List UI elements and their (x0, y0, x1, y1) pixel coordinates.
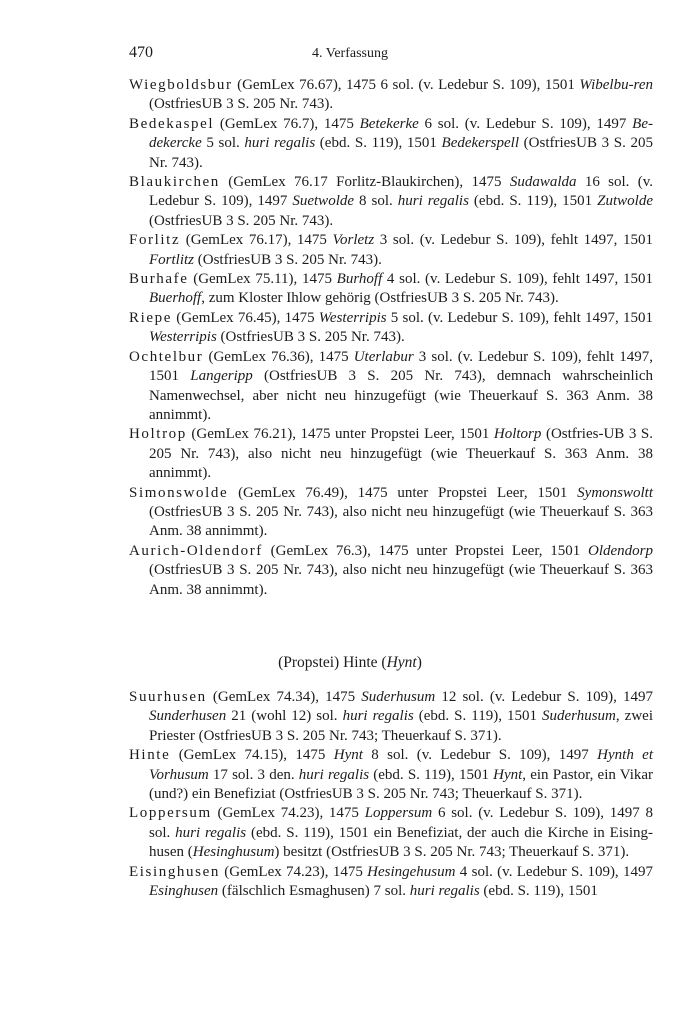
italic-term: Hynth et Vorhusum (149, 747, 654, 783)
entry-text: (Ostfries-UB 3 S. 205 Nr. 743), also nicht neu hinzugefügt (wie Theuerkauf S. 363 Anm. 38 annimmt). (149, 426, 653, 482)
entry-text: (ebd. S. 119), 1501 (315, 135, 442, 152)
italic-term: Suetwolde (292, 193, 355, 210)
italic-term: Holtorp (493, 426, 542, 443)
entry (129, 309, 653, 348)
entry-text: 5 sol. (v. Ledebur S. 109), fehlt 1497, 1501 (386, 309, 654, 326)
entry (129, 746, 653, 804)
entry-text: (ebd. S. 119), 1501 ein Benefiziat, der auch die Kirche in Eising-husen ( (149, 824, 653, 861)
section-heading (0, 654, 700, 672)
italic-term: Vorletz (332, 232, 375, 249)
place-name: Bedekaspel (129, 115, 215, 132)
entry-list-top (129, 76, 653, 600)
entry (129, 270, 653, 309)
entry-text: 6 sol. (v. Ledebur S. 109), 1497 8 sol. (149, 805, 653, 841)
place-name: Wiegboldsbur (129, 77, 233, 93)
italic-term: Symonswoltt (577, 484, 653, 501)
entry-text: , zum Kloster Ihlow gehörig (OstfriesUB 3 S. 205 Nr. 743). (201, 290, 559, 307)
place-name: Riepe (129, 309, 172, 326)
place-name: Eisinghusen (129, 863, 220, 880)
entry-text: (GemLex 76.21), 1475 unter Propstei Leer, 1501 (186, 426, 494, 443)
entry-text: (GemLex 76.17), 1475 (180, 232, 333, 249)
entry-text: (OstfriesUB 3 S. 205 Nr. 743). (149, 96, 334, 113)
entry-text: 8 sol. (354, 193, 398, 210)
entry-text: 21 (wohl 12) sol. (226, 708, 343, 725)
entry (129, 688, 653, 746)
entry-text: ) besitzt (OstfriesUB 3 S. 205 Nr. 743; Theuerkauf S. 371). (274, 844, 630, 861)
place-name: Ochtelbur (129, 348, 204, 365)
entry-text: 3 sol. (v. Ledebur S. 109), fehlt 1497, 1501 (149, 348, 654, 385)
entry (129, 542, 653, 600)
italic-term: Bedekerspell (441, 135, 520, 152)
italic-term: Zutwolde (597, 193, 653, 210)
entry-text: , zwei Priester (OstfriesUB 3 S. 205 Nr. 743; Theuerkauf S. 371). (149, 708, 653, 744)
italic-term: Loppersum (364, 805, 433, 822)
entry (129, 173, 653, 231)
entry-text: 4 sol. (v. Ledebur S. 109), 1497 (455, 863, 653, 880)
entry-text: (GemLex 76.36), 1475 (203, 348, 354, 365)
place-name: Blaukirchen (129, 174, 220, 191)
italic-term: Wibelbu-ren (579, 77, 653, 93)
entry-text: (GemLex 75.11), 1475 (188, 271, 337, 288)
entry-text: 5 sol. (201, 135, 245, 152)
place-name: Hinte (129, 747, 171, 764)
italic-term: Hesinghusum (192, 844, 275, 861)
section-heading-pre: (Propstei) Hinte ( (278, 654, 387, 671)
entry-text: , ein Pastor, ein Vikar (und?) ein Benefiziat (OstfriesUB 3 S. 205 Nr. 743; Theuerkauf S. 371). (149, 766, 654, 803)
italic-term: Buerhoff (149, 290, 202, 307)
italic-term: Fortlitz (149, 251, 195, 268)
entry-text: (GemLex 76.49), 1475 unter Propstei Leer, 1501 (228, 484, 578, 501)
entry-text: (OstfriesUB 3 S. 205 Nr. 743). (149, 212, 334, 229)
place-name: Burhafe (129, 271, 189, 288)
place-name: Holtrop (129, 426, 187, 443)
italic-term: Esinghusen (149, 883, 219, 900)
italic-term: Suderhusum (542, 708, 616, 725)
entry-text: (GemLex 76.67), 1475 6 sol. (v. Ledebur S. 109), 1501 (232, 77, 580, 93)
entry-text: 8 sol. (v. Ledebur S. 109), 1497 (362, 747, 598, 764)
place-name: Forlitz (129, 232, 181, 249)
italic-term: Betekerke (359, 115, 419, 132)
italic-term: Hynt (333, 747, 363, 764)
page-number: 470 (129, 44, 153, 61)
entry-text: 17 sol. 3 den. (208, 766, 299, 783)
place-name: Suurhusen (129, 689, 207, 705)
entry-text: (GemLex 76.17 Forlitz-Blaukirchen), 1475 (219, 174, 510, 191)
place-name: Simonswolde (129, 484, 229, 501)
entry-text: 4 sol. (v. Ledebur S. 109), fehlt 1497, 1501 (382, 271, 653, 288)
entry-text: (OstfriesUB 3 S. 205 Nr. 743). (194, 251, 382, 268)
italic-term: huri regalis (244, 135, 316, 152)
section-heading-post: ) (416, 654, 422, 671)
entry-text: (GemLex 76.45), 1475 (172, 309, 319, 326)
italic-term: Westerripis (149, 329, 217, 346)
entry (129, 231, 653, 270)
italic-term: Uterlabur (353, 348, 414, 365)
entry (129, 425, 653, 483)
entry (129, 76, 653, 115)
entry-text: (OstfriesUB 3 S. 205 Nr. 743), also nicht neu hinzugefügt (wie Theuerkauf S. 363 Anm. 38 annimmt). (149, 503, 653, 540)
entry-text: 12 sol. (v. Ledebur S. 109), 1497 (435, 689, 653, 705)
entry-text: (ebd. S. 119), 1501 (369, 766, 494, 783)
italic-term: Langeripp (190, 368, 253, 385)
entry-list-bottom (129, 688, 653, 901)
italic-term: Be-dekercke (149, 115, 653, 152)
italic-term: huri regalis (298, 766, 370, 783)
italic-term: huri regalis (175, 824, 247, 841)
italic-term: Oldendorp (588, 542, 653, 559)
italic-term: Hynt (493, 766, 523, 783)
entry-text: (OstfriesUB 3 S. 205 Nr. 743), also nicht neu hinzugefügt (wie Theuerkauf S. 363 Anm. 38 annimmt). (149, 562, 653, 598)
entry-text: (GemLex 74.23), 1475 (219, 863, 368, 880)
italic-term: Sudawalda (509, 174, 577, 191)
italic-term: huri regalis (342, 708, 414, 725)
entry-text: 3 sol. (v. Ledebur S. 109), fehlt 1497, 1501 (374, 232, 654, 249)
entry-text: (GemLex 74.23), 1475 (211, 805, 365, 822)
entry-text: (ebd. S. 119), 1501 (468, 193, 598, 210)
entry-text: 6 sol. (v. Ledebur S. 109), 1497 (418, 115, 633, 132)
running-head: 4. Verfassung (312, 46, 388, 61)
entry-text: 16 sol. (v. Ledebur S. 109), 1497 (149, 174, 653, 210)
entry-text: (GemLex 74.15), 1475 (170, 747, 334, 764)
entry (129, 804, 653, 862)
place-name: Aurich-Oldendorf (129, 542, 263, 559)
italic-term: Burhoff (336, 271, 383, 288)
entry-text: (OstfriesUB 3 S. 205 Nr. 743), demnach wahrscheinlich Namenwechsel, aber nicht neu hinzugefügt (wie Theuerkauf S. 363 Anm. 38 annimmt). (149, 368, 654, 423)
section-heading-italic: Hynt (386, 654, 417, 671)
entry-text: (GemLex 74.34), 1475 (206, 689, 362, 705)
entry (129, 484, 653, 542)
italic-term: Hesingehusum (367, 863, 456, 880)
entry (129, 863, 653, 902)
italic-term: Sunderhusen (149, 708, 227, 725)
italic-term: huri regalis (397, 193, 469, 210)
entry-text: (GemLex 76.3), 1475 unter Propstei Leer, 1501 (262, 542, 588, 559)
entry-text: (OstfriesUB 3 S. 205 Nr. 743). (149, 135, 653, 171)
place-name: Loppersum (129, 805, 212, 822)
entry-text: (fälschlich Esmaghusen) 7 sol. (218, 883, 410, 900)
entry-text: (GemLex 76.7), 1475 (214, 115, 360, 132)
entry (129, 115, 653, 173)
italic-term: Suderhusum (361, 689, 436, 705)
italic-term: Westerripis (318, 309, 387, 326)
entry-text: (ebd. S. 119), 1501 (413, 708, 542, 725)
entry-text: (OstfriesUB 3 S. 205 Nr. 743). (216, 329, 405, 346)
italic-term: huri regalis (409, 883, 480, 900)
entry-text: (ebd. S. 119), 1501 (479, 883, 598, 900)
entry (129, 348, 653, 426)
